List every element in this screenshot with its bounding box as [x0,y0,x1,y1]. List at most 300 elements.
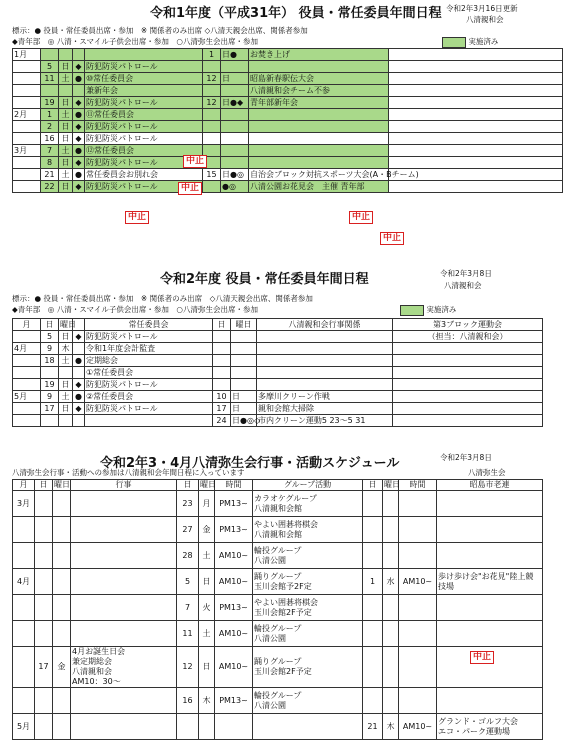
s2-weekday2: 日 [231,391,257,403]
s1-weekday [59,85,73,97]
s2-weekday [59,415,73,427]
s3-day [35,714,53,740]
s3-group: 輪投グループ 八清公園 [253,688,363,714]
s3-weekday3 [383,517,399,543]
s3-time: AM10~ [215,569,253,595]
s2-row [13,403,543,415]
s1-title: 令和1年度（平成31年） 役員・常任委員年間日程 [150,6,442,21]
s3-event [71,491,177,517]
s1-weekday: 土 [59,145,73,157]
s3-city: グランド・ゴルフ大会 エコ・パーク運動場 [437,714,543,740]
s1-blank [389,157,563,169]
s1-day: 21 [41,169,59,181]
s3-h-ev: 行事 [71,480,177,491]
s1-row [13,73,563,85]
s3-h-d2: 日 [177,480,199,491]
s3-time3: AM10~ [399,569,437,595]
s3-h-d: 日 [35,480,53,491]
s3-group [253,714,363,740]
s1-weekday: 日 [59,97,73,109]
s3-month: 4月 [13,569,35,595]
s2-h-event2: 八清親和会行事関係 [257,319,393,331]
s3-weekday3 [383,647,399,688]
s3-weekday [53,517,71,543]
s3-table [12,479,543,740]
s1-event: ⑫常任委員会 [85,145,203,157]
s1-month [13,97,41,109]
s3-event [71,688,177,714]
s1-month [13,133,41,145]
s1-event2: お焚き上げ [249,49,389,61]
s1-mark2: 日● [221,49,249,61]
s3-row [13,491,543,517]
s3-weekday2: 土 [199,543,215,569]
s1-event2: 青年部新年会 [249,97,389,109]
s3-time3: AM10~ [399,714,437,740]
s1-mark2: ●◎ [221,181,249,193]
s1-mark2 [221,85,249,97]
s1-stamp-cancel-2: 中止 [178,182,202,195]
s2-row [13,391,543,403]
s2-event2: 市内クリーン運動5 23～5 31 [257,415,393,427]
s2-month [13,367,41,379]
s2-blank [393,415,543,427]
s3-time: AM10~ [215,621,253,647]
s3-event [71,621,177,647]
s3-day2: 27 [177,517,199,543]
s3-weekday [53,688,71,714]
s2-day [41,415,59,427]
s1-month [13,121,41,133]
s2-day2 [213,367,231,379]
s1-mark: ◆ [73,133,85,145]
s2-header-row [13,319,543,331]
s1-weekday: 日 [59,61,73,73]
s2-event: 防犯防災パトロール [85,331,213,343]
s2-month [13,379,41,391]
s2-event: 防犯防災パトロール [85,379,213,391]
s3-day3: 1 [363,569,383,595]
s3-day: 17 [35,647,53,688]
s3-day [35,621,53,647]
s3-day2: 12 [177,647,199,688]
s2-event2: 親和会館大掃除 [257,403,393,415]
s3-h-w3: 曜日 [384,480,400,489]
s1-row [13,133,563,145]
s1-mark2: 日 [221,73,249,85]
s2-h-weekday2: 曜日 [231,319,257,331]
s1-month: 3月 [13,145,41,157]
s3-time: PM13~ [215,517,253,543]
s2-day2: 24 [213,415,231,427]
s3-row [13,543,543,569]
s3-weekday2: 土 [199,621,215,647]
s1-mark2 [221,61,249,73]
s2-weekday: 日 [59,331,73,343]
s2-day: 19 [41,379,59,391]
s3-day2: 16 [177,688,199,714]
s1-day: 1 [41,109,59,121]
s2-weekday2 [231,367,257,379]
s2-org: 八清親和会 [444,281,482,290]
s3-row [13,714,543,740]
s3-h-time: 時間 [215,480,253,491]
s3-h-t3: 時間 [399,480,437,491]
s1-event: 常任委員会お別れ会 [85,169,203,181]
s3-day3 [363,517,383,543]
s1-month [13,61,41,73]
s1-day2 [203,121,221,133]
s2-day: 17 [41,403,59,415]
s1-event2 [249,61,389,73]
s3-h-w2: 曜日 [200,480,216,489]
s2-month [13,403,41,415]
s1-blank [389,73,563,85]
s3-weekday [53,621,71,647]
s3-weekday3 [383,595,399,621]
s2-day2 [213,379,231,391]
s2-h-month: 月 [13,319,41,331]
s3-time: PM13~ [215,688,253,714]
s1-blank [389,145,563,157]
s3-weekday3 [383,491,399,517]
s2-blank [393,343,543,355]
s2-day: 5 [41,331,59,343]
s1-mark: ◆ [73,61,85,73]
s3-time: PM13~ [215,491,253,517]
s1-event2 [249,133,389,145]
s3-event [71,543,177,569]
s2-weekday [59,367,73,379]
s3-row [13,569,543,595]
s3-time: PM13~ [215,595,253,621]
s1-day2 [203,61,221,73]
s1-month [13,85,41,97]
s3-weekday: 金 [53,647,71,688]
s1-stamp-cancel-3: 中止 [125,211,149,224]
s2-blank [393,403,543,415]
s3-weekday2 [199,714,215,740]
s3-day [35,688,53,714]
s1-event: 防犯防災パトロール [85,157,203,169]
s1-mark [73,85,85,97]
s1-row [13,121,563,133]
s2-weekday2 [231,355,257,367]
s3-event [71,517,177,543]
s3-weekday [53,714,71,740]
s3-time3 [399,647,437,688]
s1-mark2 [221,157,249,169]
s3-day3 [363,647,383,688]
s3-city: 歩け歩け会"お花見"陸上競技場 [437,569,543,595]
s3-event [71,595,177,621]
s3-group: やよい囲碁将棋会 玉川会館2F予定 [253,595,363,621]
s3-time: AM10~ [215,647,253,688]
s2-weekday2 [231,343,257,355]
s2-event: ②常任委員会 [85,391,213,403]
s1-mark: ◆ [73,157,85,169]
s2-mark [73,415,85,427]
s2-month [13,331,41,343]
s3-weekday2: 日 [199,647,215,688]
s2-day2: 10 [213,391,231,403]
s2-row [13,331,543,343]
s1-stamp-cancel-4: 中止 [349,211,373,224]
s1-weekday: 日 [59,181,73,193]
s1-mark: ● [73,169,85,181]
s3-city [437,595,543,621]
s3-title: 令和2年3・4月八清弥生会行事・活動スケジュール [100,456,400,471]
s1-event [85,49,203,61]
s1-day: 8 [41,157,59,169]
s2-legend-done [400,304,456,316]
s2-row [13,367,543,379]
s1-mark2 [221,109,249,121]
s3-time3 [399,688,437,714]
s1-event2: 八清公園お花見会 主催 青年部 [249,181,389,193]
s2-mark: ● [73,355,85,367]
s2-other-note: （担当：八清親和会） [393,331,543,343]
s1-day2: 15 [203,169,221,181]
s1-mark2 [221,133,249,145]
s1-mark2 [221,121,249,133]
s3-weekday3: 水 [383,569,399,595]
s1-event2 [249,145,389,157]
s2-month [13,355,41,367]
s1-weekday: 日 [59,121,73,133]
s2-row [13,415,543,427]
s3-month [13,543,35,569]
s3-day3 [363,491,383,517]
s1-weekday: 土 [59,73,73,85]
s2-event2 [257,331,393,343]
s1-day2: 1 [203,49,221,61]
s1-mark2: 日●◎ [221,169,249,181]
done-swatch-2 [400,305,424,316]
s3-day [35,543,53,569]
s1-day2 [203,109,221,121]
s3-weekday [53,595,71,621]
s2-month: 5月 [13,391,41,403]
s3-weekday3: 木 [383,714,399,740]
s3-group: 輪投グループ 八清公園 [253,621,363,647]
s1-updated: 令和2年3月16日更新 [446,4,518,13]
s3-org: 八清弥生会 [468,468,506,477]
s1-event: 防犯防災パトロール [85,133,203,145]
s2-weekday2: 日●◎◇ [232,415,261,425]
s1-day [41,49,59,61]
s3-weekday [53,569,71,595]
s2-h-day: 日 [41,319,59,331]
s3-weekday2: 月 [199,491,215,517]
s2-event2: 多摩川クリーン作戦 [257,391,393,403]
s2-table [12,318,543,427]
s2-legend2: ◆青年部 ◎ 八清・スマイル子供会出席・参加 ○八清弥生会出席・参加 [12,305,258,314]
s3-note: 八清弥生会行事・活動への参加は八清親和会年間日程に入っています [12,468,245,477]
s3-day [35,569,53,595]
s2-day: 9 [41,391,59,403]
s3-row [13,688,543,714]
s1-row [13,145,563,157]
s3-time3 [399,595,437,621]
s1-event: 兼新年会 [85,85,203,97]
s1-event: 防犯防災パトロール [85,61,203,73]
s2-mark: ◆ [73,379,85,391]
s2-weekday2 [231,331,257,343]
s2-blank [393,379,543,391]
s1-blank [389,109,563,121]
s2-h-day2: 日 [213,319,231,331]
s1-event2 [249,109,389,121]
s3-time: AM10~ [215,543,253,569]
s1-row [13,169,563,181]
s3-event [71,569,177,595]
s1-event: 防犯防災パトロール [85,181,203,193]
s1-event2: 自治会ブロック対抗スポーツ大会(A・Bチーム) [250,169,419,179]
s2-day: 9 [41,343,59,355]
s2-event: 定期総会 [85,355,213,367]
s3-weekday3 [383,543,399,569]
s3-month: 3月 [13,491,35,517]
s1-day: 7 [41,145,59,157]
s2-event: ①常任委員会 [85,367,213,379]
s1-month: 2月 [13,109,41,121]
s3-row [13,517,543,543]
s1-blank [389,133,563,145]
s2-month: 4月 [13,343,41,355]
s2-legend1: 標示：● 役員・常任委員出席・参加 ※ 関係者のみ出席 ◇八清天親会出席、関係者参加 [12,294,313,303]
s2-mark: ● [73,391,85,403]
s3-h-grp: グループ活動 [253,480,363,491]
s2-row [13,379,543,391]
s3-month [13,688,35,714]
s3-time [215,714,253,740]
s1-event: ⑩常任委員会 [85,73,203,85]
s3-weekday3 [383,688,399,714]
s3-time3 [399,543,437,569]
s3-month [13,647,35,688]
s2-event2 [257,355,393,367]
s1-legend1: 標示：● 役員・常任委員出席・参加 ※ 関係者のみ出席 ◇八清天親会出席、関係者参加 [12,26,308,35]
s1-month [13,157,41,169]
s3-weekday [53,491,71,517]
s3-month [13,621,35,647]
s1-blank [389,97,563,109]
s1-day2 [203,85,221,97]
s2-h-other: 第3ブロック運動会 [393,319,543,331]
s2-date: 令和2年3月8日 [440,269,492,278]
s3-time3 [399,491,437,517]
s1-row [13,61,563,73]
s3-group: やよい囲碁将棋会 八清親和会館 [253,517,363,543]
s1-legend-done [442,36,498,48]
s3-day [35,517,53,543]
s2-day: 18 [41,355,59,367]
s3-group: カラオケグループ 八清親和会館 [253,491,363,517]
s3-time3 [399,517,437,543]
s1-row [13,49,563,61]
s3-weekday2: 木 [199,688,215,714]
done-label-2: 実施済み [426,305,457,314]
done-swatch [442,37,466,48]
s3-day2: 28 [177,543,199,569]
s2-blank [393,391,543,403]
s3-stamp-cancel: 中止 [470,651,494,664]
s2-row [13,355,543,367]
s1-month [13,181,41,193]
s3-city [437,688,543,714]
s2-weekday2 [231,379,257,391]
s3-day3 [363,688,383,714]
s2-h-weekday: 曜日 [60,319,76,329]
s1-event2 [249,121,389,133]
s2-month [13,415,41,427]
s3-day3 [363,595,383,621]
s1-event2 [249,157,389,169]
s1-day2 [203,133,221,145]
s3-city [437,621,543,647]
s3-day2: 11 [177,621,199,647]
s1-mark: ◆ [73,181,85,193]
done-label: 実施済み [468,37,499,46]
s2-blank [393,367,543,379]
s2-day2 [213,343,231,355]
s1-day: 11 [41,73,59,85]
s1-day: 5 [41,61,59,73]
s2-event2 [257,367,393,379]
s1-blank [389,49,563,61]
s3-h-city: 昭島市老連 [437,480,543,491]
s3-day3: 21 [363,714,383,740]
s1-day: 2 [41,121,59,133]
s3-h-d3: 日 [363,480,383,491]
s1-row [13,157,563,169]
s1-mark: ● [73,145,85,157]
s3-weekday3 [383,621,399,647]
s3-day [35,491,53,517]
s1-event2: 昭島新春駅伝大会 [249,73,389,85]
s3-month [13,517,35,543]
s1-mark2: 日●◆ [221,97,249,109]
s3-month [13,595,35,621]
s3-city [437,491,543,517]
s2-day2: 17 [213,403,231,415]
s1-row [13,85,563,97]
s3-event [71,714,177,740]
s3-h-w: 曜日 [54,480,70,489]
s2-event: 令和1年度会計監査 [85,343,213,355]
s3-day2: 23 [177,491,199,517]
s2-weekday2: 日 [231,403,257,415]
s1-row [13,109,563,121]
s2-blank [393,355,543,367]
s2-title: 令和2年度 役員・常任委員年間日程 [160,272,369,287]
s3-weekday2: 日 [199,569,215,595]
s3-city [437,543,543,569]
s1-weekday: 日 [59,157,73,169]
s1-weekday: 日 [59,133,73,145]
s1-mark: ◆ [73,121,85,133]
s2-event2 [257,343,393,355]
s3-day2: 7 [177,595,199,621]
s1-stamp-cancel-5: 中止 [380,232,404,245]
s3-row [13,647,543,688]
s1-row [13,97,563,109]
s3-month: 5月 [13,714,35,740]
s2-weekday: 土 [59,355,73,367]
s1-month [13,169,41,181]
s2-mark [73,343,85,355]
